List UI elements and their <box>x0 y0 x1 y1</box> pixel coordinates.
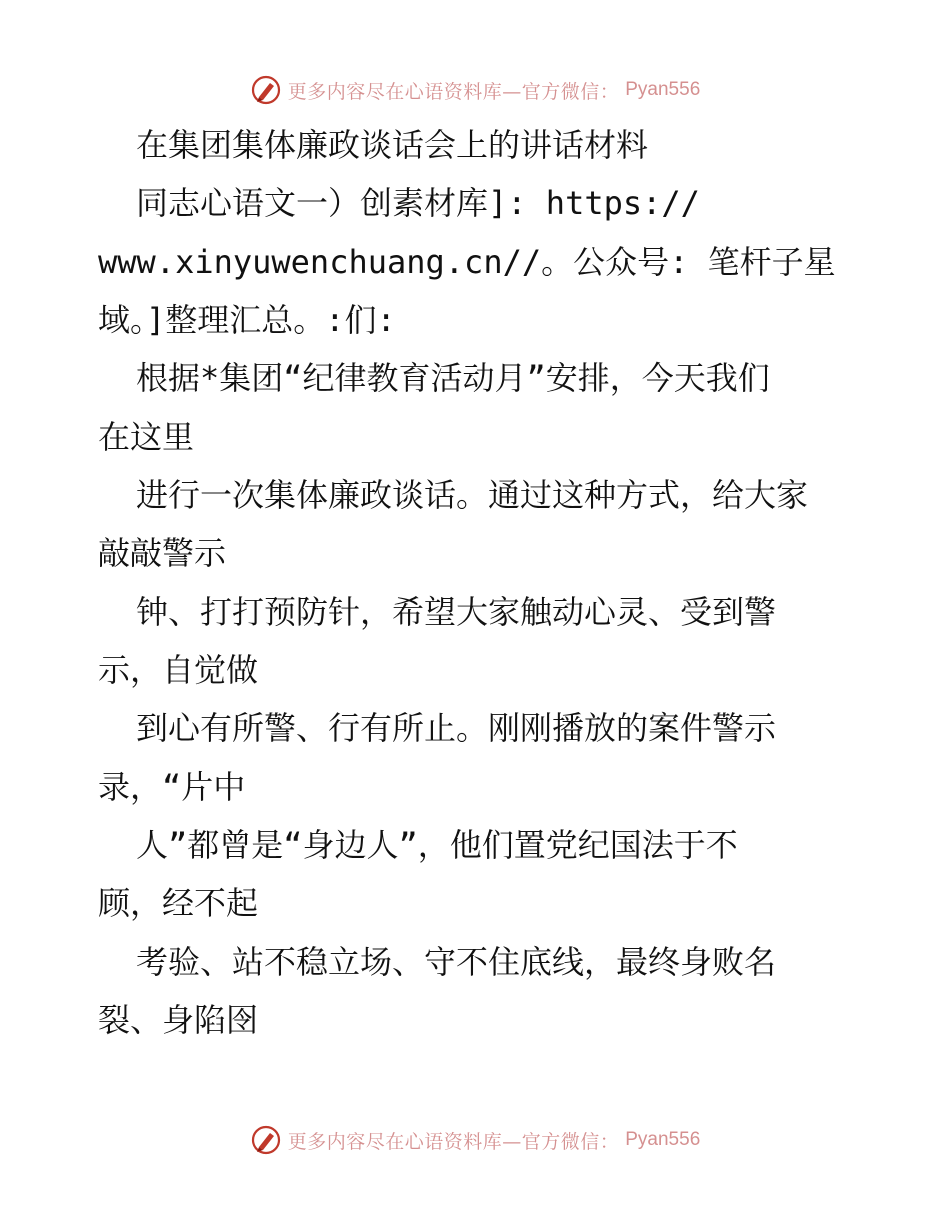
text-line: 人”都曾是“身边人”，他们置党纪国法于不 <box>136 826 738 864</box>
banner-text: 更多内容尽在心语资料库—官方微信： <box>287 80 620 103</box>
pen-logo-icon <box>250 74 282 106</box>
document-title: 在集团集体廉政谈话会上的讲话材料 <box>136 126 649 164</box>
text-line: 到心有所警、行有所止。刚刚播放的案件警示 <box>136 709 777 747</box>
text-line: 顾，经不起 <box>98 884 259 922</box>
banner-wechat-id: Pyan556 <box>625 79 701 100</box>
text-line: 钟、打打预防针，希望大家触动心灵、受到警 <box>136 593 777 631</box>
text-line: 同志心语文一）创素材库]: https:// <box>136 184 700 222</box>
text-line: 在这里 <box>98 418 195 456</box>
banner-wechat-id: Pyan556 <box>625 1129 701 1150</box>
text-line: 裂、身陷囹 <box>98 1001 259 1039</box>
text-line: 考验、站不稳立场、守不住底线，最终身败名 <box>136 943 777 981</box>
text-line: 域。]整理汇总。:们: <box>98 301 396 339</box>
text-line: 录，“片中 <box>98 768 246 806</box>
footer-watermark-banner <box>0 1120 950 1160</box>
pen-logo-icon <box>250 1124 282 1156</box>
text-line: 根据*集团“纪律教育活动月”安排，今天我们 <box>136 359 770 397</box>
text-line: www.xinyuwenchuang.cn//。公众号: 笔杆子星 <box>98 243 836 281</box>
text-line: 敲敲警示 <box>98 534 227 572</box>
text-line: 示，自觉做 <box>98 651 259 689</box>
banner-text: 更多内容尽在心语资料库—官方微信： <box>287 1130 620 1153</box>
header-watermark-banner <box>0 70 950 110</box>
text-line: 进行一次集体廉政谈话。通过这种方式，给大家 <box>136 476 809 514</box>
